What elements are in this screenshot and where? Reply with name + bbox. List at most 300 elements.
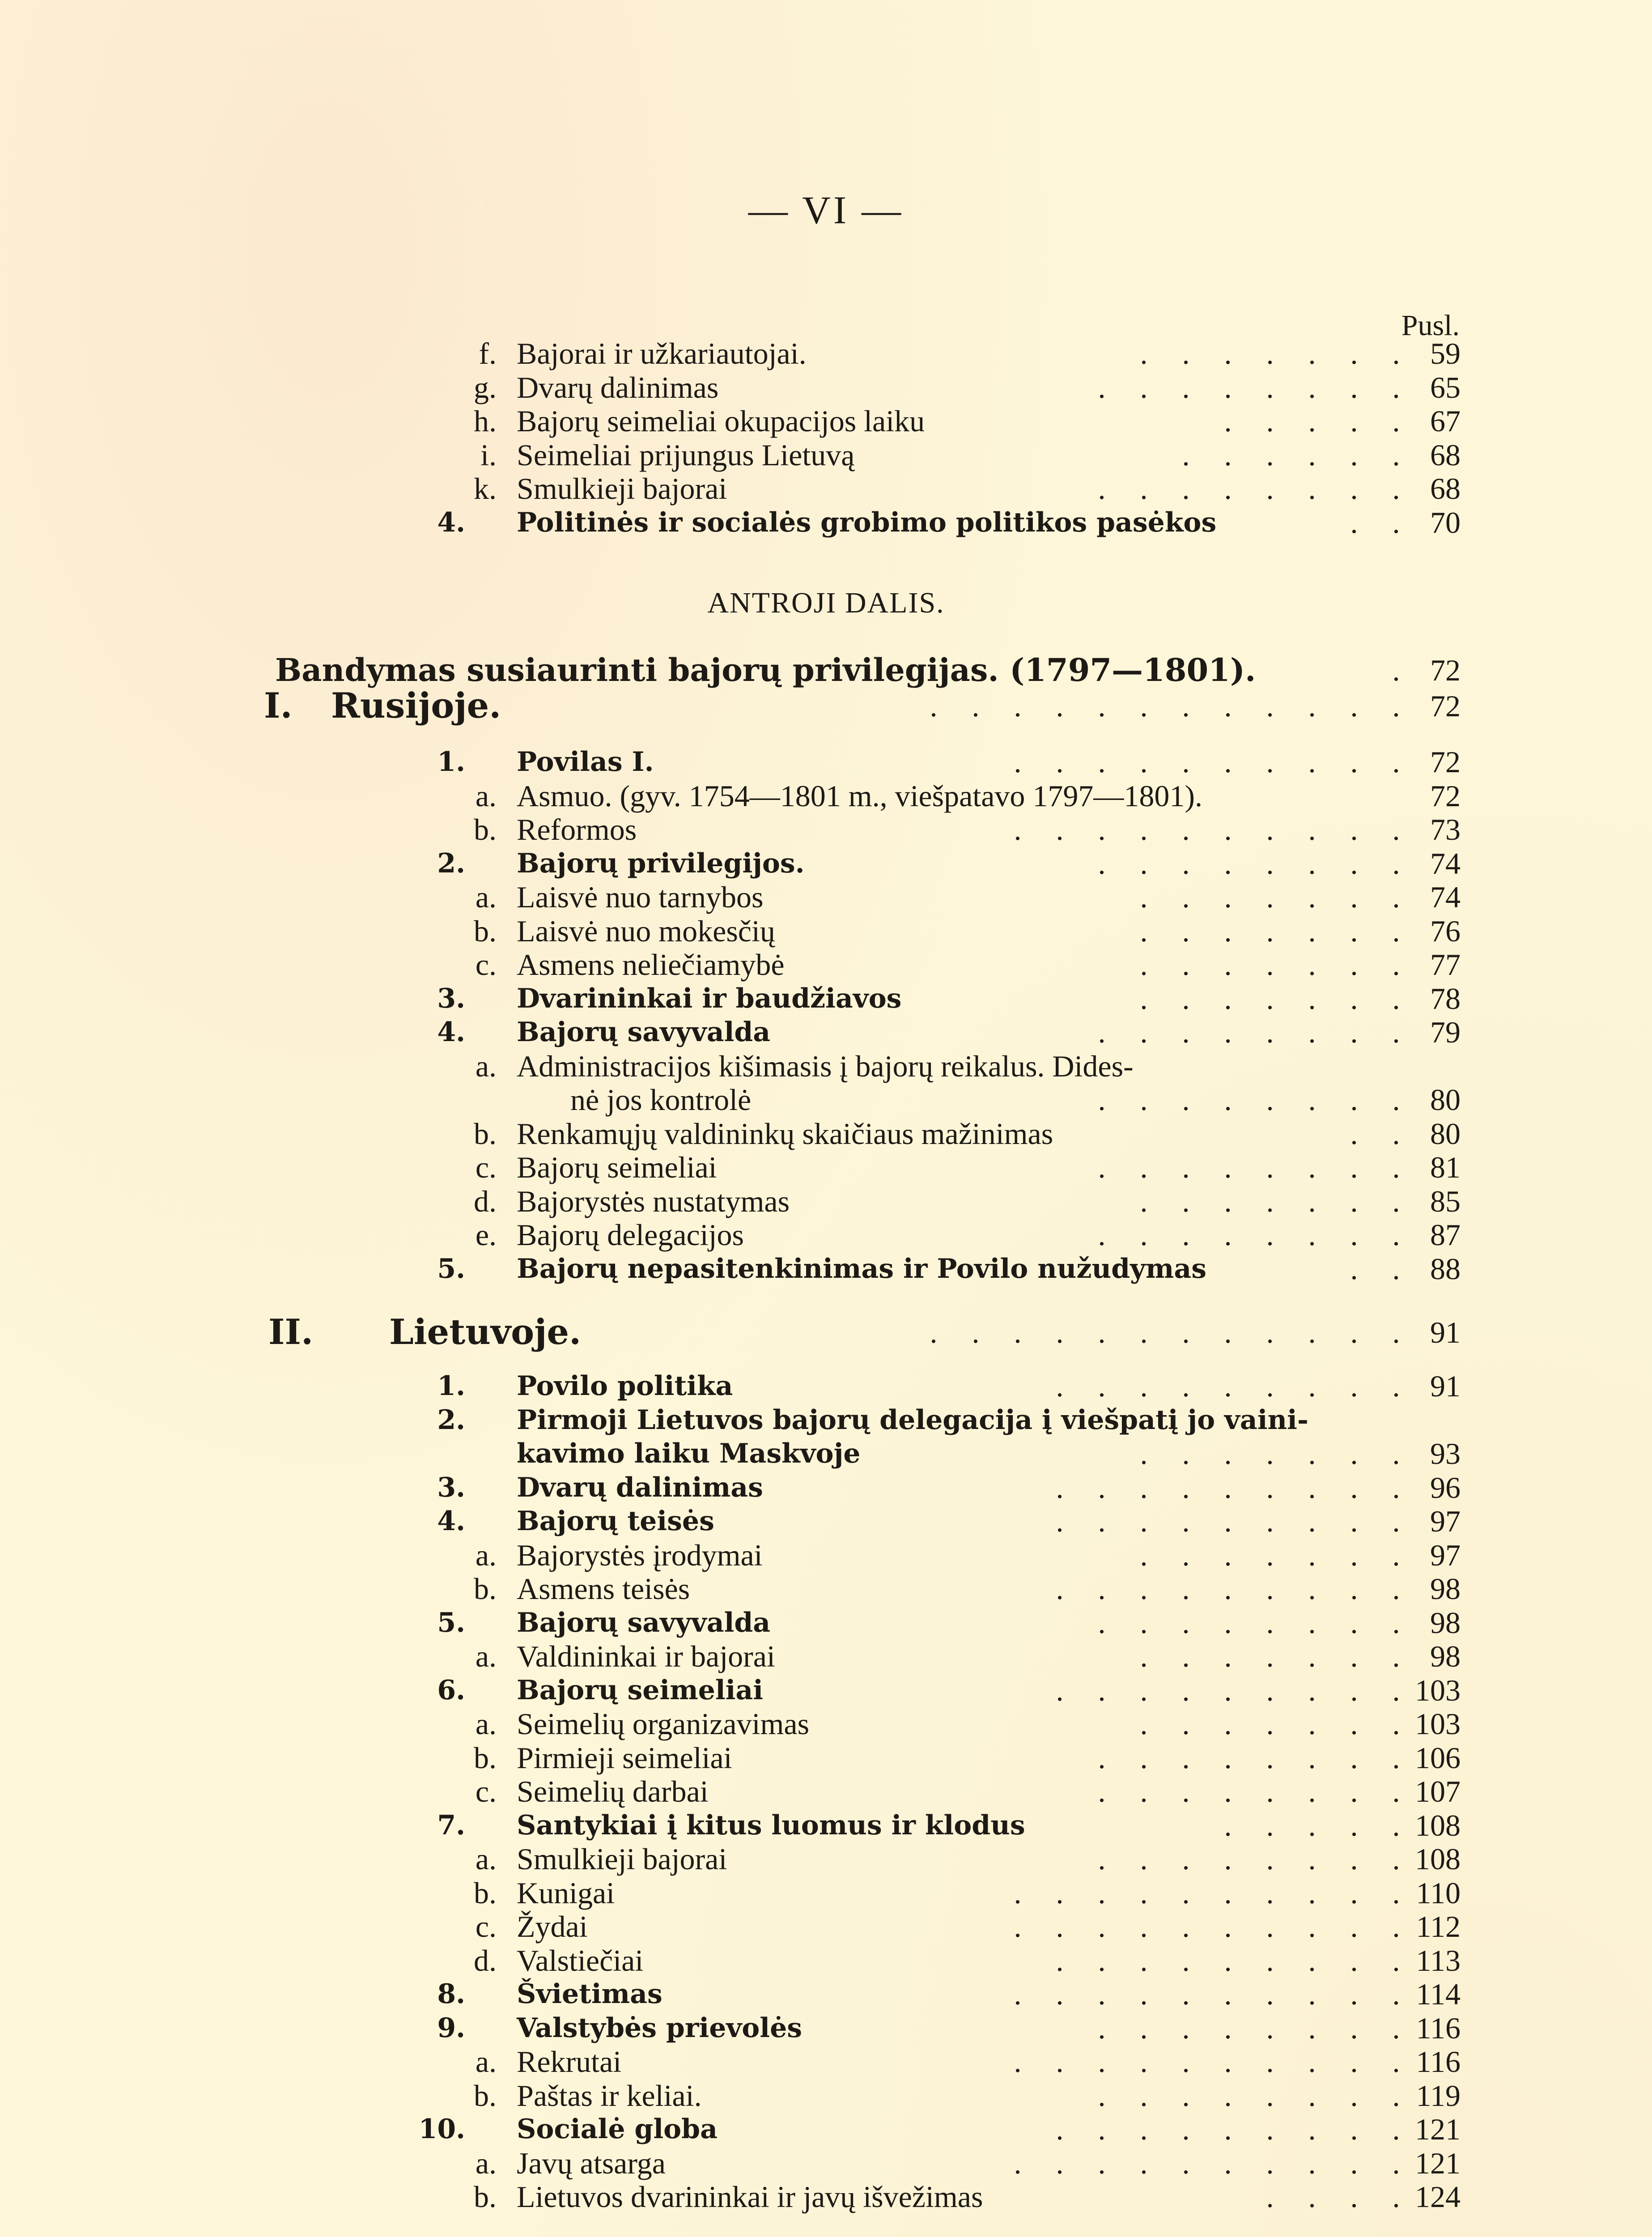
leader-dot: . xyxy=(1266,1943,1274,1978)
toc-page-number: 103 xyxy=(1415,1707,1461,1741)
dot-leader xyxy=(1081,472,1417,506)
leader-dot: . xyxy=(1266,1470,1274,1505)
dot-leader xyxy=(997,745,1417,779)
toc-entry-title: Pirmoji Lietuvos bajorų delegacija į viešpatį jo vaini- xyxy=(517,1404,1308,1436)
leader-dot: . xyxy=(1350,1251,1358,1286)
leader-dot: . xyxy=(1350,1740,1358,1775)
toc-page-number: 76 xyxy=(1430,914,1461,948)
leader-dot: . xyxy=(1266,1315,1274,1349)
leader-dot: . xyxy=(1392,1251,1400,1286)
leader-dot: . xyxy=(1224,1572,1232,1606)
dot-leader xyxy=(1081,2011,1417,2045)
leader-dot: . xyxy=(1140,914,1148,948)
dot-leader xyxy=(997,2146,1417,2180)
leader-dot: . xyxy=(1392,2180,1400,2214)
dot-leader xyxy=(997,1977,1417,2011)
toc-entry xyxy=(0,506,1652,540)
toc-entry xyxy=(0,2011,1652,2045)
toc-entry xyxy=(0,1977,1652,2011)
dot-leader xyxy=(1081,1015,1417,1049)
leader-dot: . xyxy=(1224,472,1232,506)
toc-entry-title: Bajorystės įrodymai xyxy=(517,1538,763,1572)
toc-entry xyxy=(0,1572,1652,1606)
toc-entry-title: Paštas ir keliai. xyxy=(517,2078,702,2113)
leader-dot: . xyxy=(1140,1184,1148,1218)
leader-dot: . xyxy=(1308,1943,1316,1978)
leader-dot: . xyxy=(1350,1437,1358,1471)
leader-dot: . xyxy=(1266,981,1274,1016)
leader-dot: . xyxy=(1098,1218,1106,1252)
leader-dot: . xyxy=(1224,1842,1232,1876)
toc-entry xyxy=(0,2146,1652,2180)
dot-leader xyxy=(913,1315,1417,1349)
leader-dot: . xyxy=(1308,2146,1316,2180)
leader-dot: . xyxy=(1056,1673,1064,1707)
leader-dot: . xyxy=(1350,1184,1358,1218)
dot-leader xyxy=(1123,336,1417,370)
dot-leader xyxy=(1081,1842,1417,1876)
leader-dot: . xyxy=(1056,1470,1064,1505)
leader-dot: . xyxy=(1224,438,1232,472)
leader-dot: . xyxy=(1308,1015,1316,1049)
toc-entry-number: c. xyxy=(475,1910,497,1944)
leader-dot: . xyxy=(1182,1977,1190,2011)
toc-entry-title: Valstybės prievolės xyxy=(517,2012,803,2044)
leader-dot: . xyxy=(1266,1504,1274,1538)
leader-dot: . xyxy=(1098,1943,1106,1978)
leader-dot: . xyxy=(1098,1977,1106,2011)
leader-dot: . xyxy=(1266,846,1274,880)
toc-page-number: 114 xyxy=(1416,1977,1461,2011)
leader-dot: . xyxy=(1266,2180,1274,2214)
leader-dot: . xyxy=(1224,2112,1232,2146)
dot-leader xyxy=(1081,1774,1417,1808)
leader-dot: . xyxy=(1182,1910,1190,1944)
toc-entry-title: Bajorų teisės xyxy=(517,1506,714,1537)
leader-dot: . xyxy=(1182,1218,1190,1252)
leader-dot: . xyxy=(1224,404,1232,438)
toc-entry-title: Administracijos kišimasis į bajorų reikalus. Dides- xyxy=(517,1049,1134,1083)
leader-dot: . xyxy=(1182,370,1190,404)
leader-dot: . xyxy=(1098,2011,1106,2045)
toc-entry-title: Asmuo. (gyv. 1754—1801 m., viešpatavo 1797—1801). xyxy=(517,778,1203,813)
leader-dot: . xyxy=(1350,914,1358,948)
toc-entry-title: Povilo politika xyxy=(517,1370,733,1402)
dot-leader xyxy=(1039,1673,1417,1707)
leader-dot: . xyxy=(1308,745,1316,779)
leader-dot: . xyxy=(1224,1437,1232,1471)
leader-dot: . xyxy=(1392,1808,1400,1842)
leader-dot: . xyxy=(1098,1572,1106,1606)
toc-page-number: 116 xyxy=(1416,2011,1461,2045)
leader-dot: . xyxy=(1392,981,1400,1016)
leader-dot: . xyxy=(1182,745,1190,779)
leader-dot: . xyxy=(1224,1977,1232,2011)
toc-entry-title: Bajorų savyvalda xyxy=(517,1016,771,1048)
leader-dot: . xyxy=(1266,336,1274,370)
toc-page-number: 98 xyxy=(1430,1572,1461,1606)
leader-dot: . xyxy=(1224,1876,1232,1910)
leader-dot: . xyxy=(1350,1808,1358,1842)
dot-leader xyxy=(1081,2079,1417,2113)
leader-dot: . xyxy=(1182,2011,1190,2045)
leader-dot: . xyxy=(1014,812,1022,846)
leader-dot: . xyxy=(1224,370,1232,404)
leader-dot: . xyxy=(1350,1639,1358,1673)
leader-dot: . xyxy=(1308,1842,1316,1876)
toc-page-number: 119 xyxy=(1416,2078,1461,2113)
leader-dot: . xyxy=(1266,1369,1274,1403)
dot-leader xyxy=(1081,1741,1417,1775)
leader-dot: . xyxy=(1266,1184,1274,1218)
leader-dot: . xyxy=(1182,880,1190,914)
dot-leader xyxy=(1039,1504,1417,1538)
leader-dot: . xyxy=(1098,1150,1106,1184)
leader-dot: . xyxy=(1224,1538,1232,1572)
dot-leader xyxy=(1123,914,1417,948)
toc-entry xyxy=(0,1673,1652,1707)
leader-dot: . xyxy=(1392,1504,1400,1538)
leader-dot: . xyxy=(1350,336,1358,370)
toc-entry-number: a. xyxy=(475,2045,497,2079)
leader-dot: . xyxy=(1224,846,1232,880)
toc-page-number: 74 xyxy=(1430,880,1461,914)
leader-dot: . xyxy=(1308,2112,1316,2146)
toc-entry-title: Dvarininkai ir baudžiavos xyxy=(517,982,902,1014)
toc-page-number: 112 xyxy=(1416,1910,1461,1944)
leader-dot: . xyxy=(1182,1184,1190,1218)
toc-page-number: 121 xyxy=(1415,2146,1461,2180)
leader-dot: . xyxy=(1392,1639,1400,1673)
leader-dot: . xyxy=(1392,1369,1400,1403)
toc-entry-title: Bajorai ir užkariautojai. xyxy=(517,336,807,370)
leader-dot: . xyxy=(1350,1315,1358,1349)
leader-dot: . xyxy=(1182,1639,1190,1673)
toc-entry xyxy=(0,1471,1652,1505)
leader-dot: . xyxy=(1350,1605,1358,1640)
dot-leader xyxy=(1123,1437,1417,1471)
toc-entry xyxy=(0,1639,1652,1673)
leader-dot: . xyxy=(1224,1015,1232,1049)
toc-entry xyxy=(0,1538,1652,1572)
dot-leader xyxy=(1039,1369,1417,1403)
toc-page-number: 98 xyxy=(1430,1605,1461,1640)
leader-dot: . xyxy=(1224,1910,1232,1944)
leader-dot: . xyxy=(1098,2146,1106,2180)
toc-entry xyxy=(0,1774,1652,1808)
toc-entry xyxy=(0,1504,1652,1538)
leader-dot: . xyxy=(1140,1774,1148,1808)
leader-dot: . xyxy=(1224,1369,1232,1403)
leader-dot: . xyxy=(1308,1740,1316,1775)
leader-dot: . xyxy=(1140,981,1148,1016)
toc-entry xyxy=(0,846,1652,880)
leader-dot: . xyxy=(1392,1910,1400,1944)
leader-dot: . xyxy=(1350,1504,1358,1538)
chapter-heading xyxy=(0,685,1652,726)
leader-dot: . xyxy=(1350,948,1358,982)
toc-page-number: 108 xyxy=(1415,1808,1461,1842)
toc-page-number: 97 xyxy=(1430,1538,1461,1572)
leader-dot: . xyxy=(1308,689,1316,723)
leader-dot: . xyxy=(1182,1673,1190,1707)
toc-entry-number: c. xyxy=(475,1150,497,1184)
leader-dot: . xyxy=(1266,1977,1274,2011)
leader-dot: . xyxy=(1098,1083,1106,1117)
dot-leader xyxy=(1081,846,1417,880)
toc-entry xyxy=(0,1437,1652,1471)
leader-dot: . xyxy=(1350,689,1358,723)
leader-dot: . xyxy=(1392,1977,1400,2011)
leader-dot: . xyxy=(1098,1842,1106,1876)
leader-dot: . xyxy=(1140,745,1148,779)
leader-dot: . xyxy=(1140,1315,1148,1349)
leader-dot: . xyxy=(1308,2011,1316,2045)
leader-dot: . xyxy=(1014,1315,1022,1349)
leader-dot: . xyxy=(1098,812,1106,846)
leader-dot: . xyxy=(1392,404,1400,438)
leader-dot: . xyxy=(1182,1538,1190,1572)
toc-entry xyxy=(0,1117,1652,1151)
dot-leader xyxy=(1081,1150,1417,1184)
toc-page-number: 72 xyxy=(1430,745,1461,779)
dot-leader xyxy=(1123,948,1417,982)
leader-dot: . xyxy=(1140,689,1148,723)
leader-dot: . xyxy=(1182,2078,1190,2113)
leader-dot: . xyxy=(1182,1015,1190,1049)
leader-dot: . xyxy=(1308,2180,1316,2214)
leader-dot: . xyxy=(1308,1977,1316,2011)
leader-dot: . xyxy=(1224,981,1232,1016)
leader-dot: . xyxy=(1266,1673,1274,1707)
leader-dot: . xyxy=(1308,2045,1316,2079)
leader-dot: . xyxy=(1056,745,1064,779)
leader-dot: . xyxy=(1350,745,1358,779)
toc-entry-number: a. xyxy=(475,778,497,813)
leader-dot: . xyxy=(1266,1538,1274,1572)
dot-leader xyxy=(1123,1538,1417,1572)
leader-dot: . xyxy=(1182,1504,1190,1538)
leader-dot: . xyxy=(1266,689,1274,723)
leader-dot: . xyxy=(1350,404,1358,438)
toc-entry-title: Reformos xyxy=(517,812,637,846)
leader-dot: . xyxy=(1266,1808,1274,1842)
leader-dot: . xyxy=(1392,1572,1400,1606)
leader-dot: . xyxy=(1014,689,1022,723)
toc-page-number: 108 xyxy=(1415,1842,1461,1876)
toc-page-number: 78 xyxy=(1430,981,1461,1016)
dot-leader xyxy=(1081,370,1417,404)
leader-dot: . xyxy=(1140,1015,1148,1049)
toc-entry-number: k. xyxy=(474,472,497,506)
toc-entry-title: Bandymas susiaurinti bajorų privilegijas. (1797—1801). xyxy=(275,651,1256,689)
leader-dot: . xyxy=(1182,1842,1190,1876)
toc-page-number: 65 xyxy=(1430,370,1461,404)
toc-entry-number: 3. xyxy=(437,1471,465,1503)
leader-dot: . xyxy=(1392,948,1400,982)
toc-page-number: 96 xyxy=(1430,1470,1461,1505)
toc-entry xyxy=(0,1252,1652,1286)
toc-entry xyxy=(0,1150,1652,1184)
toc-page-number: 98 xyxy=(1430,1639,1461,1673)
toc-entry xyxy=(0,1218,1652,1252)
leader-dot: . xyxy=(1140,1437,1148,1471)
leader-dot: . xyxy=(1350,1943,1358,1978)
leader-dot: . xyxy=(1392,1116,1400,1151)
leader-dot: . xyxy=(1056,812,1064,846)
leader-dot: . xyxy=(1224,1707,1232,1741)
leader-dot: . xyxy=(1224,1504,1232,1538)
toc-page-number: 87 xyxy=(1430,1218,1461,1252)
leader-dot: . xyxy=(1140,1740,1148,1775)
leader-dot: . xyxy=(1266,472,1274,506)
leader-dot: . xyxy=(1098,1369,1106,1403)
leader-dot: . xyxy=(1140,1842,1148,1876)
leader-dot: . xyxy=(1140,948,1148,982)
leader-dot: . xyxy=(1350,1369,1358,1403)
toc-entry-title: Švietimas xyxy=(517,1978,662,2010)
toc-entry xyxy=(0,1083,1652,1117)
leader-dot: . xyxy=(1056,1369,1064,1403)
toc-entry-number: b. xyxy=(474,2180,497,2214)
leader-dot: . xyxy=(1266,2112,1274,2146)
leader-dot: . xyxy=(1266,404,1274,438)
leader-dot: . xyxy=(1182,472,1190,506)
leader-dot: . xyxy=(1224,1315,1232,1349)
leader-dot: . xyxy=(1224,1150,1232,1184)
toc-entry-number: a. xyxy=(475,880,497,914)
toc-entry-number: b. xyxy=(474,1876,497,1910)
toc-entry-number: 1. xyxy=(437,746,465,778)
leader-dot: . xyxy=(1350,880,1358,914)
leader-dot: . xyxy=(1224,2045,1232,2079)
leader-dot: . xyxy=(1182,1150,1190,1184)
leader-dot: . xyxy=(1098,2078,1106,2113)
toc-entry-number: e. xyxy=(475,1218,497,1252)
leader-dot: . xyxy=(1350,846,1358,880)
leader-dot: . xyxy=(1182,1707,1190,1741)
toc-page-number: 79 xyxy=(1430,1015,1461,1049)
leader-dot: . xyxy=(1308,370,1316,404)
leader-dot: . xyxy=(1308,1470,1316,1505)
leader-dot: . xyxy=(1392,1437,1400,1471)
leader-dot: . xyxy=(1392,1538,1400,1572)
leader-dot: . xyxy=(1392,2078,1400,2113)
toc-page-number: 116 xyxy=(1416,2045,1461,2079)
leader-dot: . xyxy=(1140,1572,1148,1606)
toc-entry-title: Žydai xyxy=(517,1910,588,1944)
toc-entry-number: 5. xyxy=(437,1253,465,1284)
leader-dot: . xyxy=(1140,2146,1148,2180)
toc-entry-title: Dvarų dalinimas xyxy=(517,1471,763,1503)
leader-dot: . xyxy=(972,689,980,723)
dot-leader xyxy=(997,812,1417,846)
toc-entry-title: Bajorų seimeliai okupacijos laiku xyxy=(517,404,925,438)
toc-page-number: 81 xyxy=(1430,1150,1461,1184)
leader-dot: . xyxy=(1392,846,1400,880)
dot-leader xyxy=(997,1910,1417,1944)
leader-dot: . xyxy=(1140,1218,1148,1252)
toc-entry-number: a. xyxy=(475,1639,497,1673)
leader-dot: . xyxy=(1182,1083,1190,1117)
leader-dot: . xyxy=(1140,1369,1148,1403)
leader-dot: . xyxy=(1182,1470,1190,1505)
leader-dot: . xyxy=(1308,1538,1316,1572)
toc-entry-title: Laisvė nuo tarnybos xyxy=(517,880,764,914)
leader-dot: . xyxy=(1140,1876,1148,1910)
leader-dot: . xyxy=(1350,1116,1358,1151)
leader-dot: . xyxy=(1224,2078,1232,2113)
dot-leader xyxy=(1165,438,1417,472)
leader-dot: . xyxy=(1266,1437,1274,1471)
leader-dot: . xyxy=(1056,1943,1064,1978)
toc-entry-title: Bajorų delegacijos xyxy=(517,1218,744,1252)
toc-entry-number: 3. xyxy=(437,982,465,1014)
leader-dot: . xyxy=(1056,2045,1064,2079)
toc-entry xyxy=(0,880,1652,914)
toc-page-number: 103 xyxy=(1415,1673,1461,1707)
leader-dot: . xyxy=(1308,438,1316,472)
leader-dot: . xyxy=(1308,1437,1316,1471)
leader-dot: . xyxy=(1308,336,1316,370)
dot-leader xyxy=(1249,2180,1417,2214)
leader-dot: . xyxy=(1014,745,1022,779)
leader-dot: . xyxy=(1140,1470,1148,1505)
leader-dot: . xyxy=(1350,505,1358,540)
leader-dot: . xyxy=(1350,2112,1358,2146)
dot-leader xyxy=(1123,982,1417,1016)
toc-entry-number: 8. xyxy=(437,1978,465,2010)
leader-dot: . xyxy=(1098,1774,1106,1808)
toc-entry xyxy=(0,1944,1652,1978)
main-heading xyxy=(0,653,1652,687)
leader-dot: . xyxy=(1266,1639,1274,1673)
toc-entry-number: d. xyxy=(474,1943,497,1978)
toc-entry-title: Lietuvos dvarininkai ir javų išvežimas xyxy=(517,2180,983,2214)
toc-entry-number: 7. xyxy=(437,1809,465,1841)
leader-dot: . xyxy=(1014,1910,1022,1944)
leader-dot: . xyxy=(1350,2011,1358,2045)
leader-dot: . xyxy=(1224,1774,1232,1808)
leader-dot: . xyxy=(1224,1740,1232,1775)
toc-entry-title: Smulkieji bajorai xyxy=(517,472,727,506)
leader-dot: . xyxy=(1392,505,1400,540)
dot-leader xyxy=(997,2045,1417,2079)
toc-entry-title: nė jos kontrolė xyxy=(570,1083,752,1117)
leader-dot: . xyxy=(1140,1605,1148,1640)
leader-dot: . xyxy=(1308,1910,1316,1944)
leader-dot: . xyxy=(1350,812,1358,846)
leader-dot: . xyxy=(1224,1083,1232,1117)
toc-entry xyxy=(0,370,1652,404)
leader-dot: . xyxy=(1182,2112,1190,2146)
toc-entry xyxy=(0,336,1652,370)
toc-entry-number: 9. xyxy=(437,2012,465,2044)
leader-dot: . xyxy=(1392,2011,1400,2045)
leader-dot: . xyxy=(1224,2146,1232,2180)
toc-entry-title: Povilas I. xyxy=(517,746,654,778)
leader-dot: . xyxy=(1224,336,1232,370)
leader-dot: . xyxy=(1308,812,1316,846)
leader-dot: . xyxy=(1182,2146,1190,2180)
toc-page-number: 70 xyxy=(1430,505,1461,540)
dot-leader xyxy=(1039,1471,1417,1505)
leader-dot: . xyxy=(1224,948,1232,982)
leader-dot: . xyxy=(1182,1572,1190,1606)
toc-entry-number: b. xyxy=(474,1740,497,1775)
leader-dot: . xyxy=(1266,1876,1274,1910)
leader-dot: . xyxy=(1392,1707,1400,1741)
